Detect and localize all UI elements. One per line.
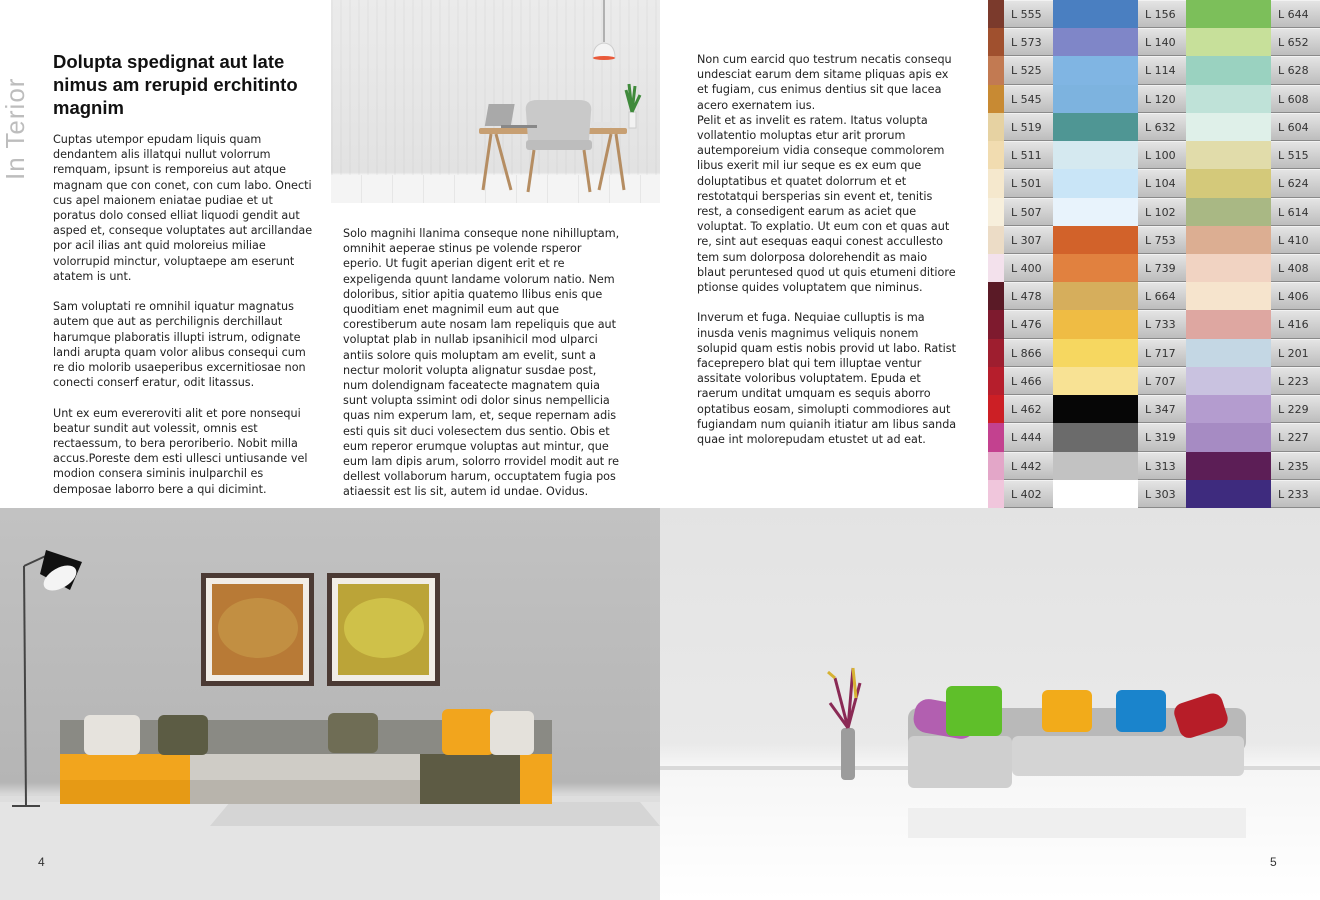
swatch-code: L 223 [1271,367,1320,395]
swatch-color [988,452,1004,480]
swatch-code: L 624 [1271,169,1320,197]
swatch-code: L 664 [1138,282,1186,310]
swatch-row [988,226,1320,254]
swatch-color [988,395,1004,423]
vase [841,728,855,780]
swatch-color [1053,85,1138,113]
swatch-code: L 652 [1271,28,1320,56]
swatch-row [988,254,1320,282]
swatch-code: L 501 [1004,169,1053,197]
paragraph: Unt ex eum evereroviti alit et pore nonsequi beatur sundit aut volessit, omnis est rectaessum, to bera peroriberio. Nobit milla accus.Poreste dem esti ullesci untiusande vel modion consera siminis inulparchil es demposae laborro bere a qui dicimint. [53,406,308,496]
paragraph: Cuptas utempor epudam liquis quam dendantem alis illatqui nullut volorrum remquam, ipsunt is remporeius aut atque magnam que con conet, con cum labo. Onecti cus apel maionem eniatae pudiae et ut poratus dolo consed elliat liquodi gendit aut asped et, conseque voluptates aut arcillandae por acil ilias ant quid moloreius miliae volorrupid minctur, voluptaepe am eserunt atatem is unt. [53,133,313,283]
swatch-color [1186,169,1271,197]
sofa-seat [1012,736,1244,776]
swatch-color [1186,423,1271,451]
swatch-code: L 444 [1004,423,1053,451]
swatch-code: L 628 [1271,56,1320,84]
swatch-color [1186,282,1271,310]
swatch-color [988,282,1004,310]
swatch-code: L 104 [1138,169,1186,197]
swatch-code: L 507 [1004,198,1053,226]
swatch-color [988,423,1004,451]
swatch-code: L 632 [1138,113,1186,141]
photo-white-room [660,508,1320,900]
chair-leg [528,150,534,192]
swatch-code: L 608 [1271,85,1320,113]
swatch-code: L 733 [1138,310,1186,338]
swatch-color [988,198,1004,226]
swatch-color [988,226,1004,254]
swatch-color [1053,198,1138,226]
paragraph: Non cum earcid quo testrum necatis consequ undesciat earum dem sitame pliquas apis ex et fugiam, cus enimus dentius sit que lacea acero exernatem ius. Pelit et as invelit es ratem. Itatus volupta vollatentio moluptas etur arit prorum autemporeium vidia conseque commolorem libus exerit mil iur seque es ex eum que doluptatibus et quatet dolorrum et et restotatqui bersperias sin event et, tenitis rest, a consedigent earum as aciet que voluptat. To explatio. Ut eum con et quas aut re, sint aut esequas eaqui conest accullesto tem sum dolorposa dolorehendit as maio blaut peruntesed quod ut quis etumeni ditiore ptionse quides voluptatem que niminus. [697,53,956,295]
swatch-color [1186,0,1271,28]
swatch-color [1053,480,1138,508]
white-room-scene [660,508,1320,900]
swatch-code: L 519 [1004,113,1053,141]
swatch-code: L 402 [1004,480,1053,508]
swatch-color [988,310,1004,338]
swatch-color [1186,395,1271,423]
swatch-color [988,28,1004,56]
swatch-code: L 233 [1271,480,1320,508]
swatch-row [988,0,1320,28]
swatch-code: L 707 [1138,367,1186,395]
swatch-code: L 156 [1138,0,1186,28]
swatch-code: L 235 [1271,452,1320,480]
swatch-code: L 410 [1271,226,1320,254]
paragraph: Solo magnihi llanima conseque none nihilluptam, omnihit aeperae stinus pe volende rsperor eperio. Ut fugit aperian digent erit et re expeligenda quunt landame volorum natio. Nem doloribus, sitior apitia quatemo llibus enis que quoditiam enet magnimil eum aut que corestiberum aute nosam lam repeliquis que aut voluptat plab in nullab ipsanihicil mod ulparci antiis solore quis moluptam am evelit, sunt a nectur molorit volupta alignatur susdae post, num dolendignam faceatecte magnatem quia sunt volupta ssimint odi dolor sinus nempellicia quas nim experum lam, et, seque repernam adis esti quis sit duci volesectem dus sentio. Obis et eum reperor erumque voluptas aut mintur, que eum lam dipis arum, solorro rrovidel modit aut re dellest vollaborum harum, occuptatem fugia pos atiaessit est lis sit, autem id undae. Ovidus. [343,227,620,499]
swatch-code: L 120 [1138,85,1186,113]
swatch-code: L 739 [1138,254,1186,282]
plant-pot [629,112,636,128]
swatch-color [1053,282,1138,310]
cushion [158,715,208,755]
swatch-code: L 408 [1271,254,1320,282]
swatch-code: L 227 [1271,423,1320,451]
desk-scene [331,0,660,203]
swatch-color [1053,141,1138,169]
cushion [84,715,140,755]
swatch-row [988,141,1320,169]
swatch-row [988,480,1320,508]
swatch-color [1186,141,1271,169]
color-swatch-chart [988,0,1320,508]
swatch-code: L 462 [1004,395,1053,423]
swatch-row [988,367,1320,395]
laptop-base [501,125,537,128]
swatch-color [1053,310,1138,338]
swatch-color [988,339,1004,367]
pendant-lamp [593,43,615,58]
swatch-row [988,169,1320,197]
swatch-color [1053,367,1138,395]
swatch-code: L 515 [1271,141,1320,169]
swatch-row [988,85,1320,113]
paint-blot [344,598,424,658]
laptop-screen [485,104,515,126]
swatch-color [988,169,1004,197]
rug [210,802,660,826]
swatch-code: L 644 [1271,0,1320,28]
swatch-code: L 229 [1271,395,1320,423]
cushion-orange [1042,690,1092,732]
swatch-color [1053,423,1138,451]
swatch-code: L 753 [1138,226,1186,254]
swatch-code: L 866 [1004,339,1053,367]
swatch-code: L 100 [1138,141,1186,169]
swatch-code: L 140 [1138,28,1186,56]
swatch-color [1186,367,1271,395]
chair-back [526,100,592,140]
plant-leaves [626,84,640,112]
article-headline: Dolupta spedignat aut late nimus am rerupid erchitinto magnim [53,51,298,118]
swatch-row [988,28,1320,56]
swatch-code: L 406 [1271,282,1320,310]
paragraph: Sam voluptati re omnihil iquatur magnatus autem que aut as perchilignis derchillaut harumque plaboratis illupti istrum, odignate landi arupta quam volor alibus consequi cum re dio molorib usaeperibus excernitiosae non conecti conserf eratur, odit litassus. [53,300,306,390]
swatch-row [988,423,1320,451]
swatch-color [1186,113,1271,141]
swatch-color [988,480,1004,508]
sofa-base-grey [190,780,422,804]
swatch-row [988,282,1320,310]
swatch-color [1053,169,1138,197]
swatch-row [988,395,1320,423]
sofa-base-yellow [60,780,192,804]
swatch-color [1186,85,1271,113]
swatch-code: L 102 [1138,198,1186,226]
swatch-code: L 573 [1004,28,1053,56]
swatch-color [1186,254,1271,282]
swatch-row [988,198,1320,226]
swatch-row [988,310,1320,338]
swatch-color [1186,226,1271,254]
text-column-3 [697,52,957,462]
photo-desk-interior [331,0,660,203]
paragraph: Inverum et fuga. Nequiae culluptis is ma inusda venis magnimus veliquis nonem solupid quam estis nobis provid ut labo. Ratist faceprepero blat qui tem illuptae ventur assitate voloribus voluptatem. Epuda et raerum unditat umquam es sequis aborro optatibus eosam, simolupti commodiores aut fugiandam num quianih itiatur am libus sanda quae int molorepudam etustet ut ad eat. [697,311,957,447]
swatch-code: L 442 [1004,452,1053,480]
swatch-row [988,452,1320,480]
swatch-color [1053,28,1138,56]
swatch-color [1053,254,1138,282]
swatch-code: L 466 [1004,367,1053,395]
swatch-color [1186,28,1271,56]
swatch-code: L 511 [1004,141,1053,169]
sofa-chaise [908,736,1012,788]
living-scene [0,508,660,900]
swatch-code: L 400 [1004,254,1053,282]
swatch-code: L 604 [1271,113,1320,141]
text-column-1 [53,132,315,512]
desk-leg [496,134,511,190]
swatch-color [988,141,1004,169]
swatch-color [1186,339,1271,367]
swatch-color [1053,113,1138,141]
desk-leg [616,134,624,190]
floor-lamp-stand [24,566,26,806]
swatch-color [988,85,1004,113]
swatch-code: L 347 [1138,395,1186,423]
swatch-color [988,56,1004,84]
swatch-color [1186,310,1271,338]
swatch-row [988,339,1320,367]
swatch-color [1186,198,1271,226]
swatch-color [1186,480,1271,508]
swatch-row [988,113,1320,141]
cushion-blue [1116,690,1166,732]
cushion [490,711,534,755]
swatch-color [1053,452,1138,480]
swatch-color [1053,56,1138,84]
swatch-color [1053,395,1138,423]
swatch-code: L 555 [1004,0,1053,28]
swatch-code: L 478 [1004,282,1053,310]
swatch-color [988,0,1004,28]
swatch-code: L 476 [1004,310,1053,338]
sofa-seat-olive [420,752,522,804]
books [591,122,615,127]
swatch-code: L 114 [1138,56,1186,84]
swatch-code: L 201 [1271,339,1320,367]
desk-leg [483,134,491,190]
swatch-code: L 525 [1004,56,1053,84]
paint-blot [218,598,298,658]
swatch-color [1053,339,1138,367]
cushion-green [946,686,1002,736]
chair-leg [584,150,590,192]
lamp-light [593,56,615,60]
swatch-color [988,254,1004,282]
swatch-row [988,56,1320,84]
chair-seat [526,140,592,150]
photo-living-room [0,508,660,900]
swatch-code: L 416 [1271,310,1320,338]
swatch-color [1186,56,1271,84]
swatch-color [988,367,1004,395]
swatch-code: L 614 [1271,198,1320,226]
swatch-color [1053,0,1138,28]
page-number-right: 5 [1270,855,1277,869]
swatch-color [1053,226,1138,254]
page-number-left: 4 [38,855,45,869]
swatch-color [988,113,1004,141]
swatch-code: L 307 [1004,226,1053,254]
side-title: In Terior [0,77,30,180]
swatch-code: L 303 [1138,480,1186,508]
swatch-color [1186,452,1271,480]
desk-leg [599,134,611,190]
cushion [442,709,494,755]
swatch-code: L 545 [1004,85,1053,113]
swatch-code: L 319 [1138,423,1186,451]
text-column-2 [343,226,621,515]
cushion [328,713,378,753]
swatch-code: L 717 [1138,339,1186,367]
swatch-code: L 313 [1138,452,1186,480]
sofa-reflection [908,808,1246,838]
